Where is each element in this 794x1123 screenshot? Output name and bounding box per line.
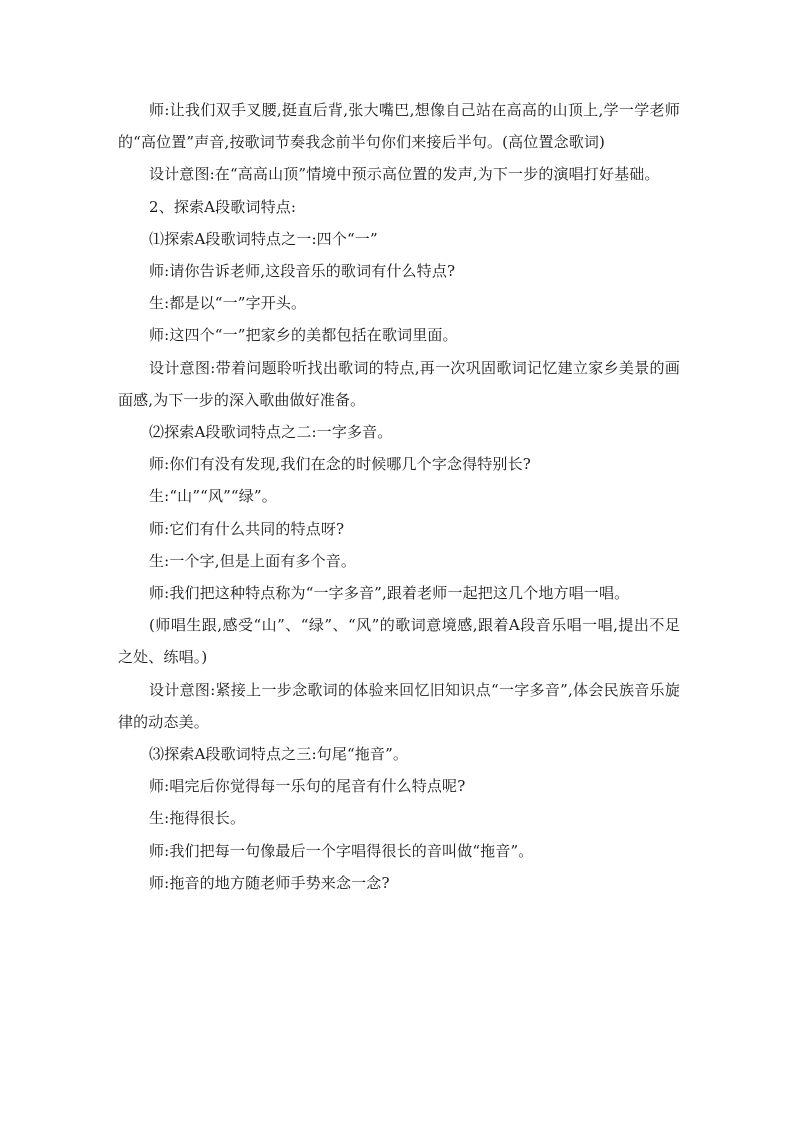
paragraph-teacher-question-2: 师:你们有没有发现,我们在念的时候哪几个字念得特别长? — [149, 455, 531, 474]
paragraph-subheading-1: ⑴探索A段歌词特点之一:四个“一” — [149, 229, 378, 248]
document-page — [118, 94, 680, 899]
paragraph-teacher-comment-2: 师:我们把这种特点称为“一字多音”,跟着老师一起把这几个地方唱一唱。 — [149, 584, 630, 603]
paragraph-section-heading-2: 2、探索A段歌词特点: — [149, 197, 297, 216]
paragraph-teacher-high-position: 师:让我们双手叉腰,挺直后背,张大嘴巴,想像自己站在高高的山顶上,学一学老师的“高位置”声音,按歌词节奏我念前半句你们来接后半句。(高位置念歌词) — [118, 101, 680, 152]
paragraph-teacher-question-5: 师:拖音的地方随老师手势来念一念? — [149, 873, 390, 892]
paragraph-student-answer-3: 生:一个字,但是上面有多个音。 — [149, 551, 357, 570]
paragraph-teacher-comment-3: 师:我们把每一句像最后一个字唱得很长的音叫做“拖音”。 — [149, 841, 534, 860]
paragraph-student-answer-2: 生:“山”“风”“绿”。 — [149, 487, 277, 506]
paragraph-subheading-3: ⑶探索A段歌词特点之三:句尾“拖音”。 — [149, 745, 409, 764]
paragraph-teacher-question-1: 师:请你告诉老师,这段音乐的歌词有什么特点? — [149, 262, 456, 281]
paragraph-teacher-question-4: 师:唱完后你觉得每一乐句的尾音有什么特点呢? — [149, 777, 466, 796]
paragraph-student-answer-4: 生:拖得很长。 — [149, 809, 246, 828]
paragraph-design-intent-1: 设计意图:在“高高山顶”情境中预示高位置的发声,为下一步的演唱打好基础。 — [149, 165, 660, 184]
paragraph-design-intent-2: 设计意图:带着问题聆听找出歌词的特点,再一次巩固歌词记忆建立家乡美景的画面感,为下一步的深入歌曲做好准备。 — [118, 358, 680, 409]
paragraph-teacher-comment-1: 师:这四个“一”把家乡的美都包括在歌词里面。 — [149, 326, 458, 345]
paragraph-subheading-2: ⑵探索A段歌词特点之二:一字多音。 — [149, 423, 393, 442]
paragraph-activity-note: (师唱生跟,感受“山”、“绿”、“风”的歌词意境感,跟着A段音乐唱一唱,提出不足之处、练唱。) — [118, 616, 680, 667]
paragraph-teacher-question-3: 师:它们有什么共同的特点呀? — [149, 519, 345, 538]
paragraph-design-intent-3: 设计意图:紧接上一步念歌词的体验来回忆旧知识点“一字多音”,体会民族音乐旋律的动态美。 — [118, 680, 680, 731]
paragraph-student-answer-1: 生:都是以“一”字开头。 — [149, 294, 307, 313]
